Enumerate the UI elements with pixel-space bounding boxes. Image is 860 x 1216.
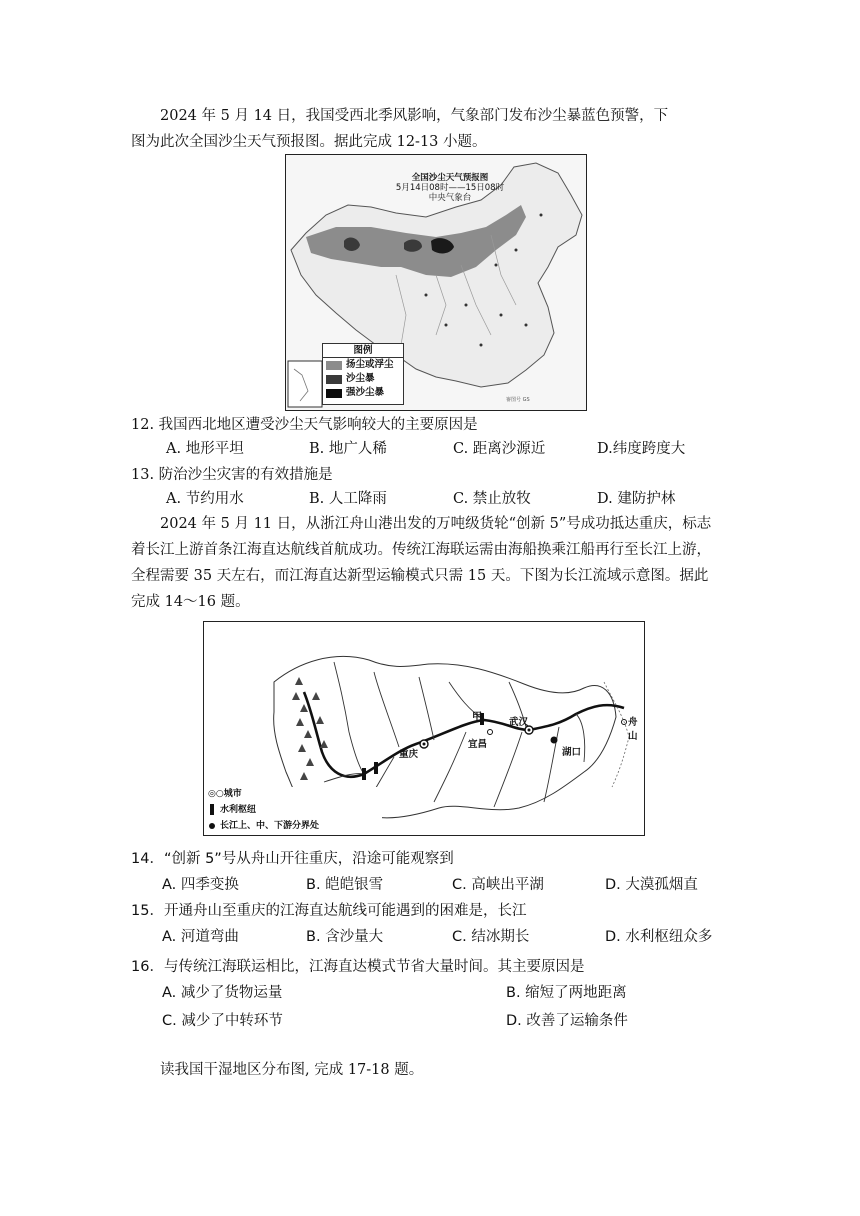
city-zhoushan-label-2: 山 xyxy=(628,731,638,742)
legend-item-dust xyxy=(323,358,403,372)
intro2-line4: 完成 14～16 题。 xyxy=(131,594,250,610)
legend-item-sandstorm xyxy=(323,372,403,386)
legend-swatch-sandstorm xyxy=(326,375,342,384)
q16-option-c[interactable]: C. 减少了中转环节 xyxy=(162,1013,283,1029)
q12-stem: 12. 我国西北地区遭受沙尘天气影响较大的主要原因是 xyxy=(131,417,478,433)
q12-option-d[interactable]: D.纬度跨度大 xyxy=(597,441,686,457)
legend-item-strong xyxy=(323,386,403,400)
q16-option-b[interactable]: B. 缩短了两地距离 xyxy=(506,985,627,1001)
q16-option-d[interactable]: D. 改善了运输条件 xyxy=(506,1013,628,1029)
city-hukou-label: 湖口 xyxy=(562,747,582,758)
map1-title-line2: 5月14日08时——15日08时 xyxy=(395,183,505,193)
q12-option-a[interactable]: A. 地形平坦 xyxy=(166,441,244,457)
q14-option-c[interactable]: C. 高峡出平湖 xyxy=(452,877,544,893)
intro2-line3: 全程需要 35 天左右，而江海直达新型运输模式只需 15 天。下图为长江流域示意图。据此 xyxy=(131,568,709,584)
q12-option-b[interactable]: B. 地广人稀 xyxy=(309,441,387,457)
map1-title-line3: 中央气象台 xyxy=(428,193,472,203)
legend-label-sandstorm: 沙尘暴 xyxy=(346,373,375,384)
legend-swatch-dust xyxy=(326,361,342,370)
q15-stem: 15．开通舟山至重庆的江海直达航线可能遇到的困难是，长江 xyxy=(131,903,527,919)
map1-legend xyxy=(322,343,404,405)
q13-option-a[interactable]: A. 节约用水 xyxy=(166,491,244,507)
q14-option-d[interactable]: D. 大漠孤烟直 xyxy=(605,877,698,893)
intro2-line1: 2024 年 5 月 11 日，从浙江舟山港出发的万吨级货轮“创新 5”号成功抵达重庆，标志 xyxy=(160,516,712,532)
q13-option-b[interactable]: B. 人工降雨 xyxy=(309,491,387,507)
q14-option-a[interactable]: A. 四季变换 xyxy=(162,877,239,893)
city-yichang-label: 宜昌 xyxy=(468,739,488,750)
q12-option-c[interactable]: C. 距离沙源近 xyxy=(453,441,546,457)
intro1-line1: 2024 年 5 月 14 日，我国受西北季风影响，气象部门发布沙尘暴蓝色预警，下 xyxy=(160,108,669,124)
intro1-line2: 图为此次全国沙尘天气预报图。据此完成 12-13 小题。 xyxy=(131,134,487,150)
q14-stem: 14．“创新 5”号从舟山开往重庆，沿途可能观察到 xyxy=(131,851,454,867)
intro2-line2: 着长江上游首条江海直达航线首航成功。传统江海联运需由海船换乘江船再行至长江上游， xyxy=(131,542,711,558)
legend-label-strong: 强沙尘暴 xyxy=(346,387,385,398)
map2-legend-hydro: 水利枢纽 xyxy=(220,805,257,815)
q13-option-c[interactable]: C. 禁止放牧 xyxy=(453,491,531,507)
intro3-line1: 读我国干湿地区分布图, 完成 17-18 题。 xyxy=(160,1062,424,1078)
map1-title-line1: 全国沙尘天气预报图 xyxy=(411,173,489,183)
city-zhoushan-label-1: 舟 xyxy=(628,717,638,728)
q16-option-a[interactable]: A. 减少了货物运量 xyxy=(162,985,283,1001)
q13-stem: 13. 防治沙尘灾害的有效措施是 xyxy=(131,467,333,483)
map1-title xyxy=(390,173,510,203)
q15-option-d[interactable]: D. 水利枢纽众多 xyxy=(605,929,713,945)
legend-title: 图例 xyxy=(323,344,403,358)
q15-option-c[interactable]: C. 结冰期长 xyxy=(452,929,530,945)
map2-legend-city: ◎○城市 xyxy=(208,789,242,799)
yangtze-basin-drawing xyxy=(204,622,644,835)
q13-option-d[interactable]: D. 建防护林 xyxy=(597,491,676,507)
city-chongqing-label: 重庆 xyxy=(399,749,419,760)
q16-stem: 16．与传统江海联运相比，江海直达模式节省大量时间。其主要原因是 xyxy=(131,959,585,975)
legend-label-dust: 扬尘或浮尘 xyxy=(346,359,394,370)
legend-swatch-strong xyxy=(326,389,342,398)
svg-text:審图号 GS: 審图号 GS xyxy=(506,397,530,403)
dust-forecast-map xyxy=(285,154,587,411)
yangtze-basin-map xyxy=(203,621,645,836)
marker-jia-label: 甲 xyxy=(472,712,482,723)
map2-legend-boundary: 长江上、中、下游分界处 xyxy=(220,821,320,831)
q14-option-b[interactable]: B. 皑皑银雪 xyxy=(306,877,384,893)
q15-option-b[interactable]: B. 含沙量大 xyxy=(306,929,384,945)
city-wuhan-label: 武汉 xyxy=(509,717,529,728)
q15-option-a[interactable]: A. 河道弯曲 xyxy=(162,929,239,945)
